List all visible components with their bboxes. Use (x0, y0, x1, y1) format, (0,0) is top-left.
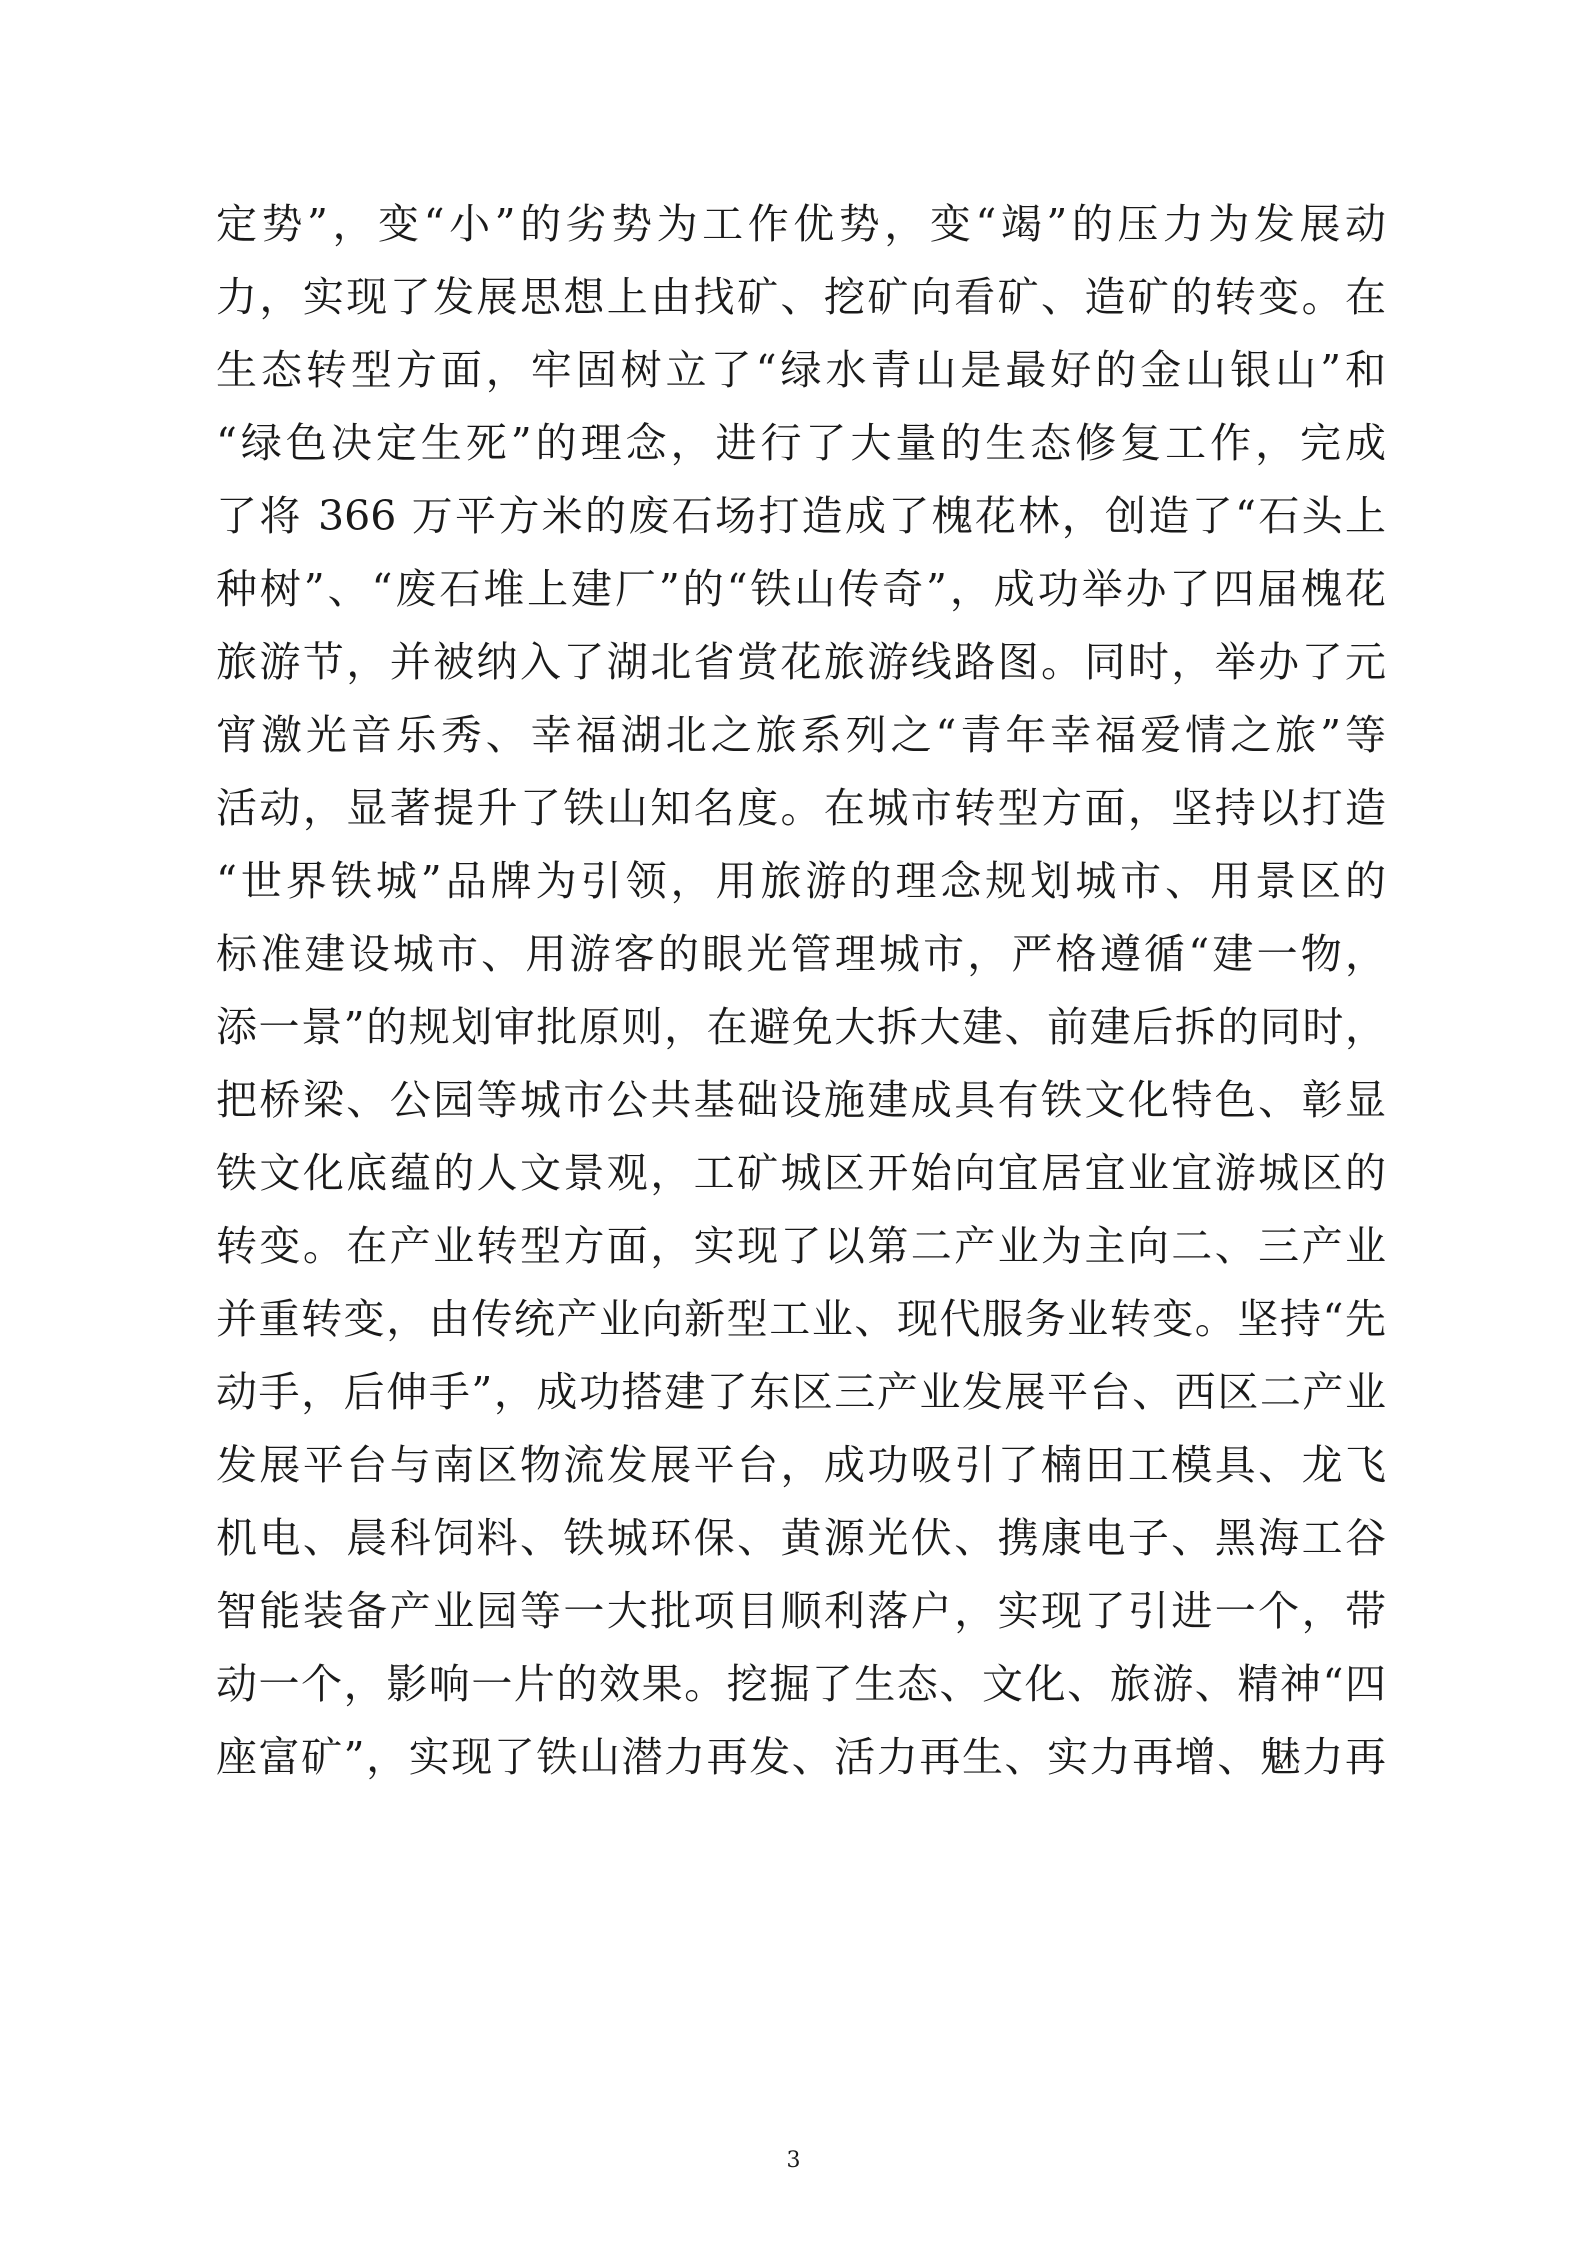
text-line: 了将 366 万平方米的废石场打造成了槐花林，创造了“石头上 (216, 492, 1386, 540)
text-line: 把桥梁、公园等城市公共基础设施建成具有铁文化特色、彰显 (216, 1076, 1386, 1124)
text-line: 活动，显著提升了铁山知名度。在城市转型方面，坚持以打造 (216, 784, 1386, 832)
text-line: 机电、晨科饲料、铁城环保、黄源光伏、携康电子、黑海工谷 (216, 1514, 1386, 1562)
text-line: 座富矿”，实现了铁山潜力再发、活力再生、实力再增、魅力再 (216, 1733, 1386, 1781)
text-line: 力，实现了发展思想上由找矿、挖矿向看矿、造矿的转变。在 (216, 273, 1386, 321)
text-line: 种树”、“废石堆上建厂”的“铁山传奇”，成功举办了四届槐花 (216, 565, 1386, 613)
text-line: “世界铁城”品牌为引领，用旅游的理念规划城市、用景区的 (216, 857, 1386, 905)
text-line: 动手，后伸手”，成功搭建了东区三产业发展平台、西区二产业 (216, 1368, 1386, 1416)
text-line: 并重转变，由传统产业向新型工业、现代服务业转变。坚持“先 (216, 1295, 1386, 1343)
text-line: 铁文化底蕴的人文景观，工矿城区开始向宜居宜业宜游城区的 (216, 1149, 1386, 1197)
text-line: 宵激光音乐秀、幸福湖北之旅系列之“青年幸福爱情之旅”等 (216, 711, 1386, 759)
text-line: 定势”，变“小”的劣势为工作优势，变“竭”的压力为发展动 (216, 200, 1386, 248)
text-line: 发展平台与南区物流发展平台，成功吸引了楠田工模具、龙飞 (216, 1441, 1386, 1489)
page-number: 3 (786, 2148, 801, 2173)
text-line: “绿色决定生死”的理念，进行了大量的生态修复工作，完成 (216, 419, 1386, 467)
text-line: 生态转型方面，牢固树立了“绿水青山是最好的金山银山”和 (216, 346, 1386, 394)
text-line: 旅游节，并被纳入了湖北省赏花旅游线路图。同时，举办了元 (216, 638, 1386, 686)
text-line: 智能装备产业园等一大批项目顺利落户，实现了引进一个，带 (216, 1587, 1386, 1635)
text-line: 标准建设城市、用游客的眼光管理城市，严格遵循“建一物， (216, 930, 1386, 978)
text-line: 转变。在产业转型方面，实现了以第二产业为主向二、三产业 (216, 1222, 1386, 1270)
text-line: 添一景”的规划审批原则，在避免大拆大建、前建后拆的同时， (216, 1003, 1386, 1051)
text-line: 动一个，影响一片的效果。挖掘了生态、文化、旅游、精神“四 (216, 1660, 1386, 1708)
body-text (216, 188, 1386, 1794)
